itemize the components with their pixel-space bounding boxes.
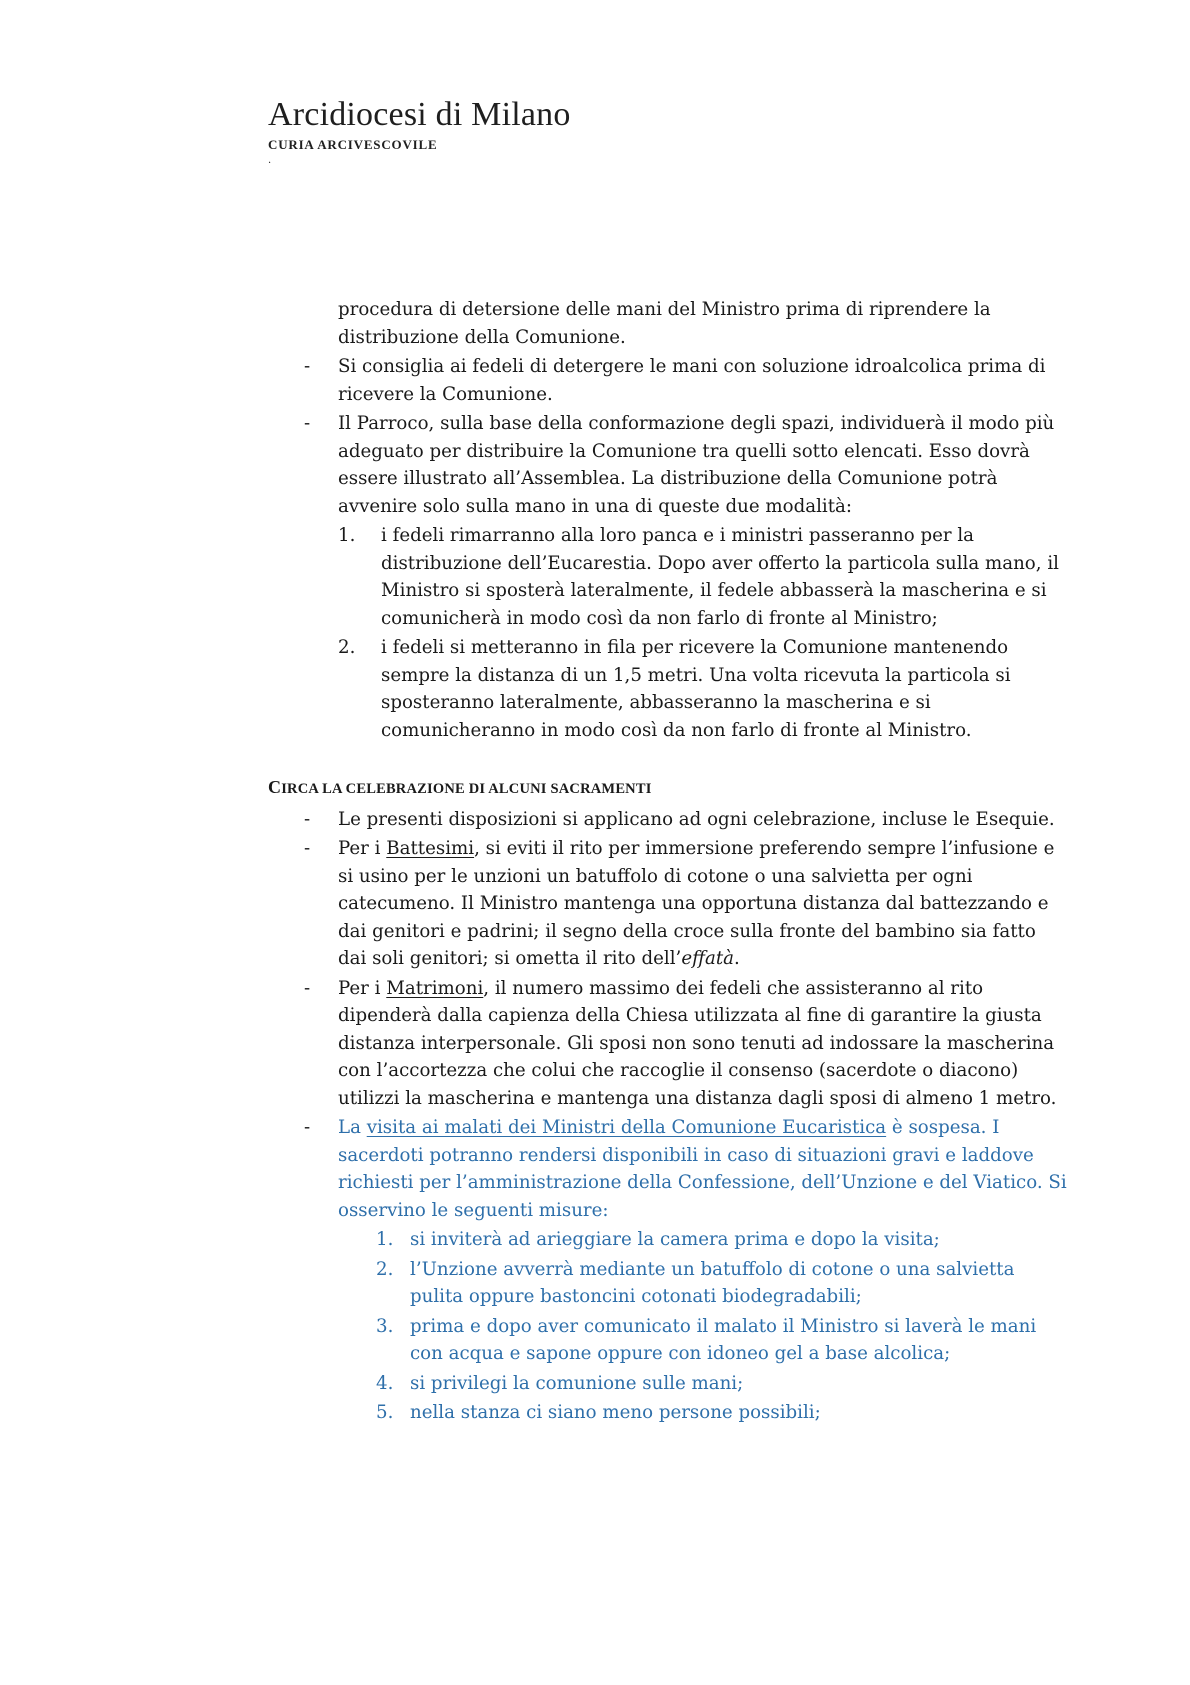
list-item: [268, 1399, 1068, 1427]
list-item: [268, 1256, 1068, 1311]
list-item: [268, 353, 1068, 408]
list-item-text: Si consiglia ai fedeli di detergere le mani con soluzione idroalcolica prima di ricevere la Comunione.: [338, 356, 1046, 405]
effata-italic: effatà: [681, 948, 734, 969]
list-number: 3.: [376, 1315, 394, 1337]
list-item-text: si inviterà ad arieggiare la camera prima e dopo la visita;: [410, 1229, 940, 1250]
visita-block: [268, 1114, 1068, 1427]
misure-list: [268, 1226, 1068, 1427]
list-item: [268, 522, 1068, 632]
list-item-text: nella stanza ci siano meno persone possibili;: [410, 1402, 821, 1423]
list-item: [268, 410, 1068, 520]
list-number: 1.: [376, 1229, 394, 1250]
text-fragment: Per i: [338, 977, 387, 999]
list-item-text: si privilegi la comunione sulle mani;: [410, 1372, 744, 1394]
dash-bullet: -: [304, 808, 311, 830]
list-item-matrimoni: [268, 975, 1068, 1113]
dash-bullet: -: [304, 356, 311, 377]
list-number: 2.: [338, 637, 356, 658]
list-item-text: i fedeli si metteranno in fila per ricevere la Comunione mantenendo sempre la distanza di un 1,5 metri. Una volta ricevuta la particola si sposteranno lateralmente, abbasseranno la mascherina e si comunicheranno in modo così da non farlo di fronte al Ministro.: [381, 637, 1011, 741]
list-item-text: Il Parroco, sulla base della conformazione degli spazi, individuerà il modo più adeguato per distribuire la Comunione tra quelli sotto elencati. Esso dovrà essere illustrato all’Assemblea. La distribuzione della Comunione potrà avvenire solo sulla mano in una di queste due modalità:: [338, 413, 1055, 517]
heading-rest: IRCA LA CELEBRAZIONE DI ALCUNI SACRAMENTI: [281, 781, 652, 797]
list-item-text: i fedeli rimarranno alla loro panca e i ministri passeranno per la distribuzione dell’Eucarestia. Dopo aver offerto la particola sulla mano, il Ministro si sposterà lateralmente, il fedele abbasserà la mascherina e si comunicherà in modo così da non farlo di fronte al Ministro;: [381, 525, 1059, 629]
list-item-text: prima e dopo aver comunicato il malato il Ministro si laverà le mani con acqua e sapone oppure con idoneo gel a base alcolica;: [410, 1315, 1037, 1364]
text-fragment: , si eviti il rito per immersione preferendo sempre l’infusione e si usino per le unzioni un batuffolo di cotone o una salvietta per ogni catecumeno. Il Ministro mantenga una opportuna distanza dal battezzando e dai genitori e padrini; il segno della croce sulla fronte del bambino sia fatto dai soli genitori; si ometta il rito dell’: [338, 838, 1055, 969]
section-heading: [268, 774, 1068, 804]
dash-bullet: -: [304, 838, 311, 859]
heading-initial: C: [268, 777, 282, 797]
letterhead-dot: .: [268, 155, 272, 166]
diocese-name: Arcidiocesi di Milano: [268, 96, 571, 133]
list-item-visita: [268, 1114, 1068, 1224]
list-number: 5.: [376, 1402, 394, 1423]
text-fragment: Per i: [338, 838, 387, 859]
text-fragment: .: [733, 948, 740, 969]
dash-bullet: -: [304, 413, 311, 434]
list-number: 1.: [338, 525, 356, 546]
letterhead: [268, 95, 571, 167]
list-item-text: l’Unzione avverrà mediante un batuffolo di cotone o una salvietta pulita oppure bastoncini cotonati biodegradabili;: [410, 1258, 1015, 1307]
visita-link: visita ai malati dei Ministri della Comunione Eucaristica: [366, 1117, 887, 1138]
dash-bullet: -: [304, 1117, 311, 1138]
text-fragment: è sospesa. I sacerdoti potranno rendersi disponibili in caso di situazioni gravi e laddove richiesti per l’amministrazione della Confessione, dell’Unzione e del Viatico. Si osservino le seguenti misure:: [338, 1117, 1067, 1221]
text-fragment: , il numero massimo dei fedeli che assisteranno al rito dipenderà dalla capienza della Chiesa utilizzata al fine di garantire la giusta distanza interpersonale. Gli sposi non sono tenuti ad indossare la mascherina con l’accortezza che colui che raccoglie il consenso (sacerdote o diacono) utilizzi la mascherina e mantenga una distanza dagli sposi di almeno 1 metro.: [338, 977, 1057, 1109]
list-item: [268, 1226, 1068, 1254]
battesimi-link: Battesimi: [386, 838, 475, 859]
curia-subtitle: CURIA ARCIVESCOVILE: [268, 137, 438, 152]
list-item: [268, 1313, 1068, 1368]
list-item-text: Le presenti disposizioni si applicano ad ogni celebrazione, incluse le Esequie.: [338, 808, 1055, 830]
list-number: 2.: [376, 1258, 394, 1280]
dash-bullet: -: [304, 977, 311, 999]
matrimoni-link: Matrimoni: [386, 977, 484, 999]
modalita-list: [268, 522, 1068, 744]
list-item-battesimi: [268, 835, 1068, 973]
list-item: [268, 634, 1068, 744]
text-fragment: La: [338, 1117, 367, 1138]
list-item: [268, 806, 1068, 834]
list-item: [268, 1370, 1068, 1398]
list-number: 4.: [376, 1372, 394, 1394]
continuation-paragraph: procedura di detersione delle mani del Ministro prima di riprendere la distribuzione della Comunione.: [338, 299, 991, 348]
document-body: [268, 296, 1068, 1427]
